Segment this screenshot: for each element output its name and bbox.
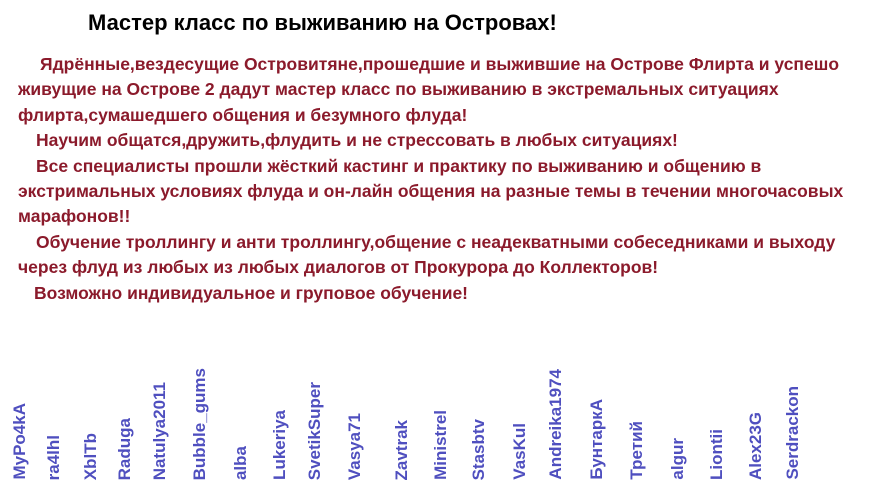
participant-name: Vasya71 xyxy=(345,412,364,480)
page-title: Мастер класс по выживанию на Островах! xyxy=(88,10,557,35)
participant-name: Lukeriya xyxy=(270,410,289,480)
paragraph-training: Возможно индивидуальное и груповое обучение! xyxy=(34,282,469,303)
participant-name: Ministrel xyxy=(431,410,450,480)
paragraph-teach: Научим общатся,дружить,флудить и не стрессовать в любых ситуациях! xyxy=(36,130,678,151)
participant-name: Natulya2011 xyxy=(150,381,169,480)
participant-names xyxy=(0,330,881,480)
paragraph-specialists: Все специалисты прошли жёсткий кастинг и практику по выживанию и общению в экстримальных условиях флуда и он-лайн общения на разные темы в течении многочасовых марафонов!! xyxy=(18,155,844,227)
participant-name: Alex23G xyxy=(746,411,765,480)
participant-name: Bubble_gums xyxy=(190,367,209,480)
participant-name: XblTb xyxy=(81,432,100,480)
paragraph-trolling: Обучение троллингу и анти троллингу,общение с неадекватными собеседниками и выходу через флуд из любых из любых диалогов от Прокурора до Коллекторов! xyxy=(18,231,836,278)
participant-name: Stasbtv xyxy=(469,418,488,480)
participant-name: algur xyxy=(668,438,687,480)
participant-name: БунтаркА xyxy=(587,399,606,480)
participant-name: Andreika1974 xyxy=(546,369,565,480)
participant-name: VasKul xyxy=(510,423,529,480)
participant-name: Zavtrak xyxy=(392,419,411,480)
participant-name: alba xyxy=(231,445,250,480)
participant-name: MyPo4kA xyxy=(10,403,29,480)
participant-name: Третий xyxy=(627,421,646,480)
paragraph-intro: Ядрённые,вездесущие Островитяне,прошедшие и выжившие на Острове Флирта и успешо живущие на Острове 2 дадут мастер класс по выживанию в экстремальных ситуациях флирта,сумашедшего общения и безумного флуда! xyxy=(18,54,840,125)
participant-name: Serdrackon xyxy=(783,386,802,480)
participant-name: ra4lhl xyxy=(44,434,63,480)
participant-name: SvetikSuper xyxy=(305,381,324,480)
participant-name: Liontii xyxy=(707,429,726,480)
announcement-text xyxy=(18,52,868,306)
participant-name: Raduga xyxy=(115,417,134,480)
